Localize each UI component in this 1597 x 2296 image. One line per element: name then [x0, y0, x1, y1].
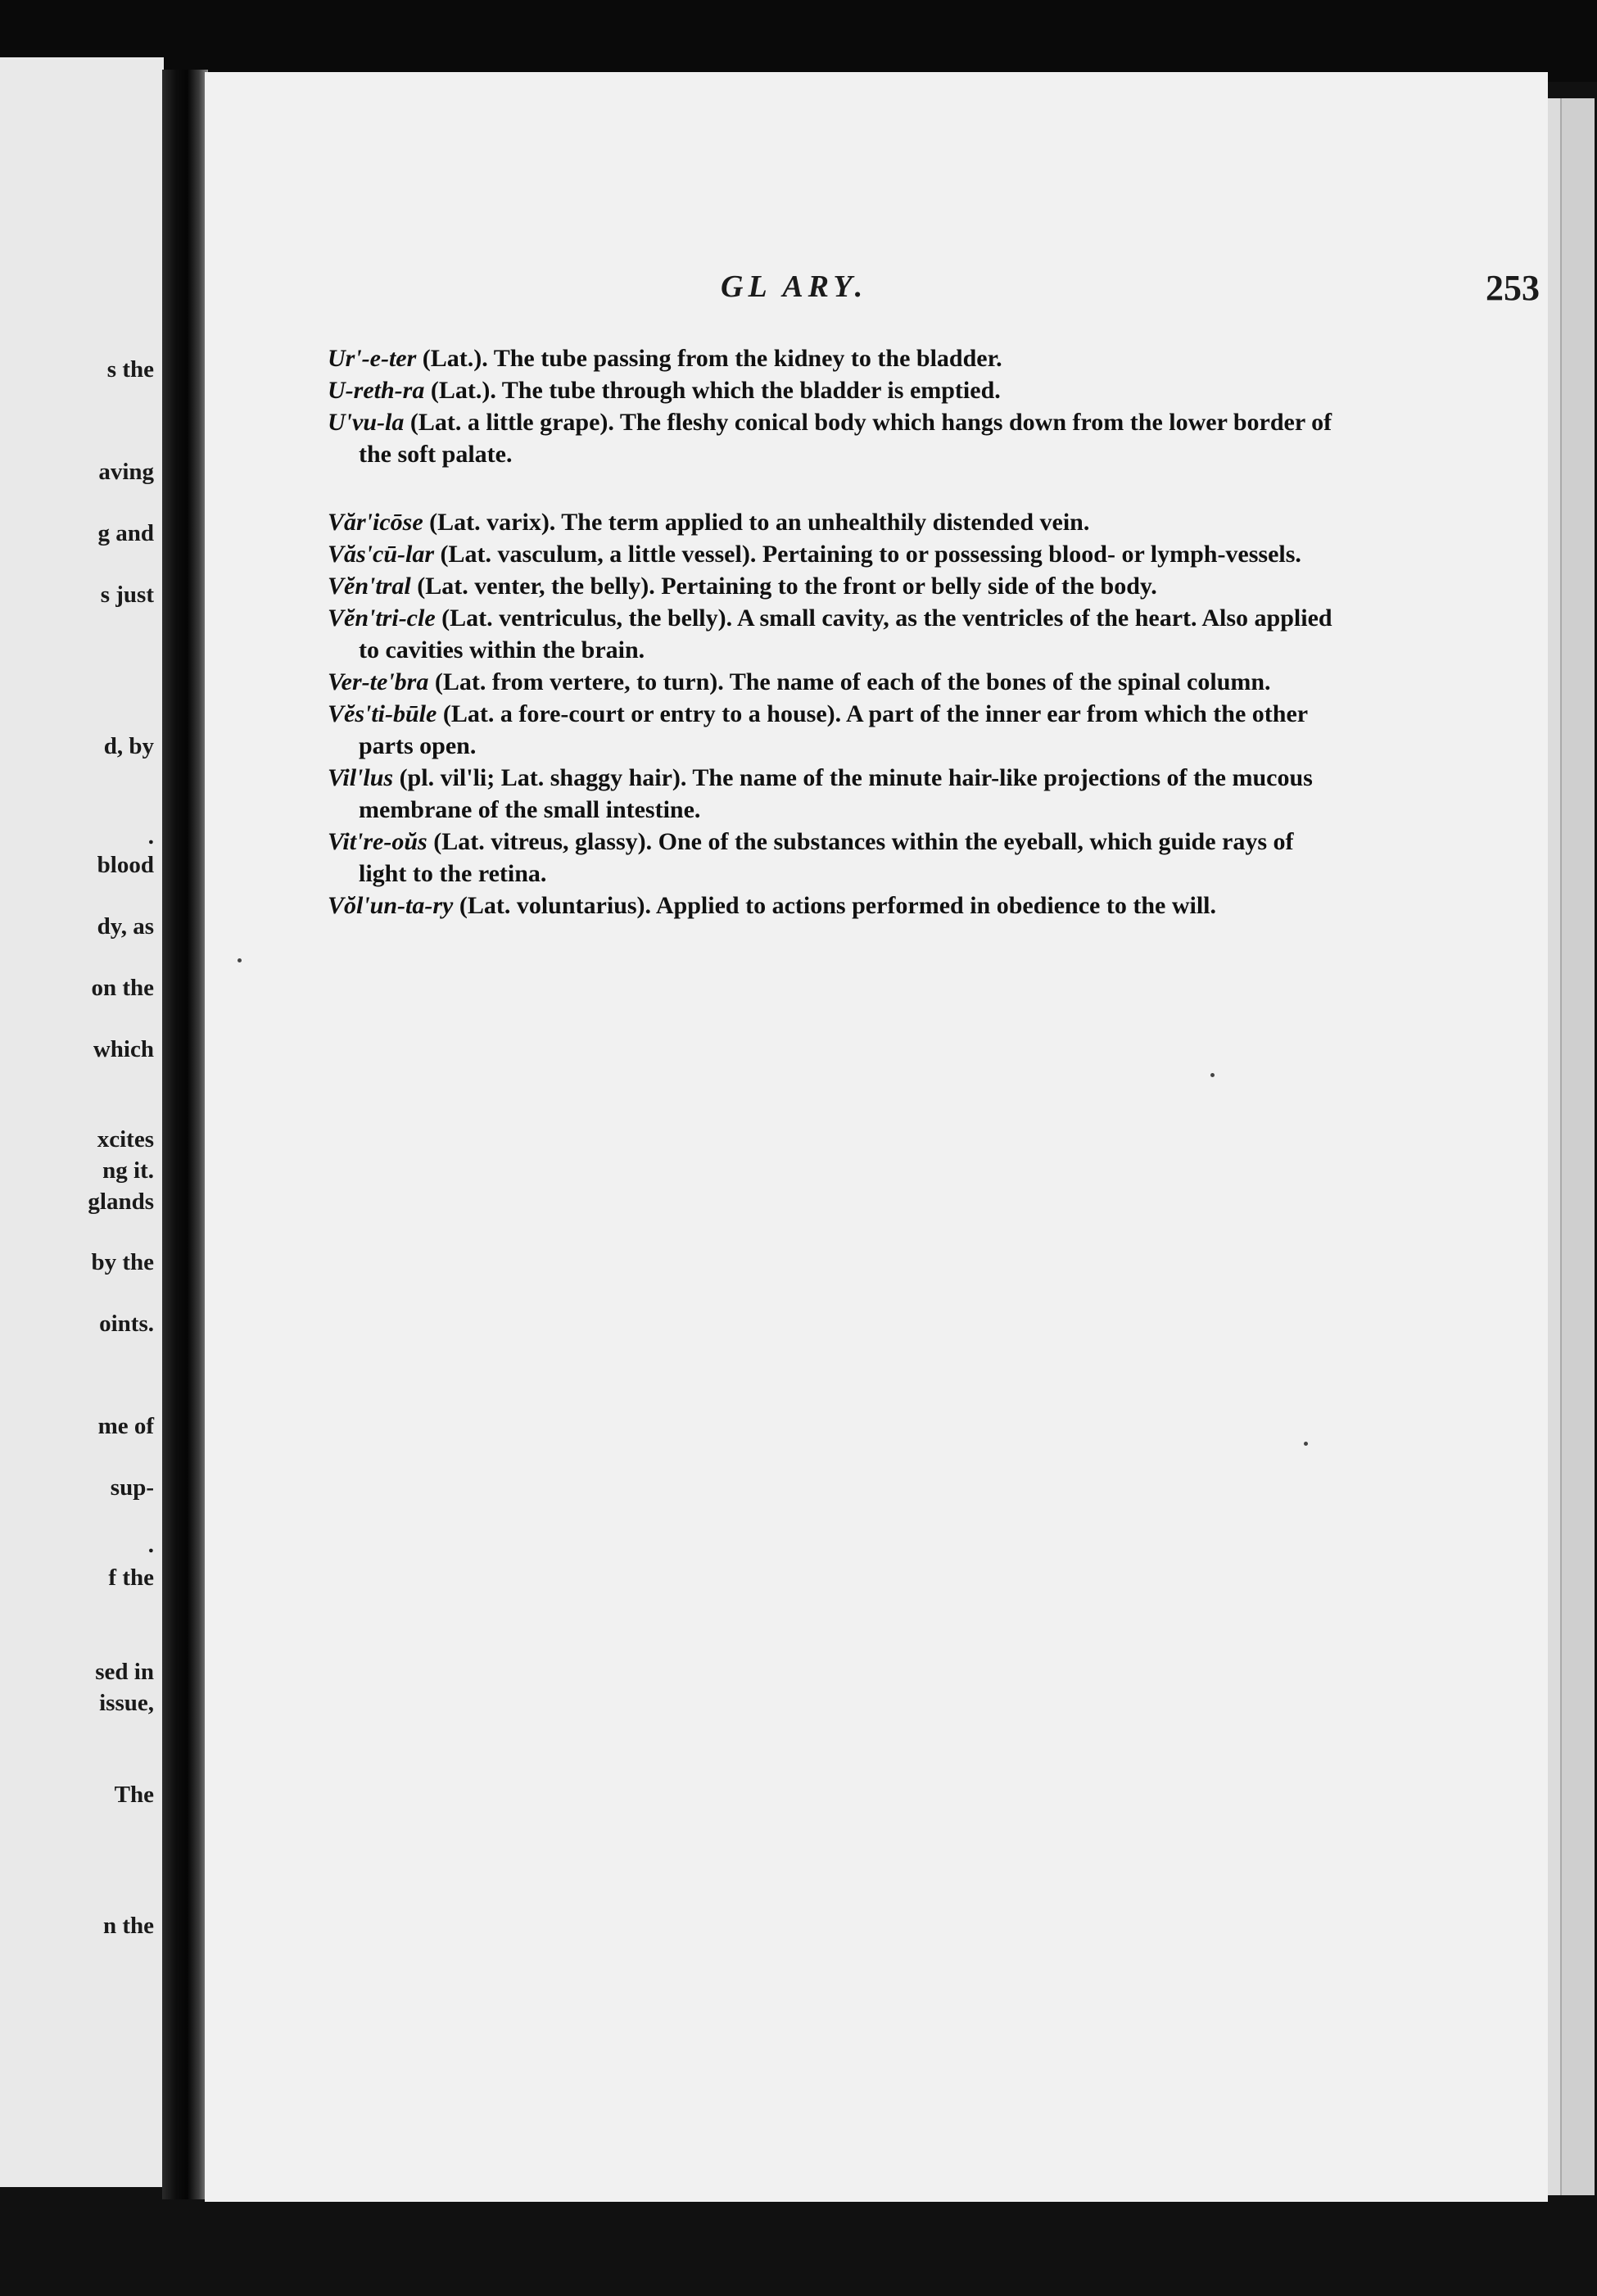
left-page-line: blood: [97, 852, 154, 878]
left-page-line: by the: [91, 1249, 154, 1275]
left-page-line: xcites: [97, 1126, 154, 1153]
entry-definition: (pl. vil'li; Lat. shaggy hair). The name of the minute hair-like projections of the mucous membrane of the small intestine.: [359, 764, 1313, 823]
speck: [1210, 1073, 1215, 1077]
left-page-line: oints.: [99, 1311, 154, 1337]
left-page-line: The: [114, 1782, 154, 1808]
left-page-line: sed in: [95, 1659, 154, 1685]
glossary-entry: [328, 762, 1343, 826]
left-page-line: n the: [102, 1913, 154, 1939]
entry-headword: Văs'cū-lar: [328, 541, 435, 568]
glossary-entry: [328, 538, 1343, 570]
left-page-line: on the: [91, 975, 154, 1001]
glossary-entries: [328, 342, 1343, 922]
entry-definition: (Lat. varix). The term applied to an unhealthily distended vein.: [423, 509, 1090, 536]
speck: [238, 958, 242, 962]
entry-definition: (Lat.). The tube passing from the kidney to the bladder.: [416, 345, 1002, 372]
glossary-entry: [328, 698, 1343, 762]
entry-headword: Vŏl'un-ta-ry: [328, 892, 454, 919]
left-page-line: .: [147, 1532, 154, 1558]
entry-definition: (Lat.). The tube through which the bladder is emptied.: [424, 377, 1001, 404]
glossary-entry: [328, 602, 1343, 666]
entry-definition: (Lat. a little grape). The fleshy conical body which hangs down from the lower border of the soft palate.: [359, 409, 1332, 468]
facing-page-left: [0, 57, 164, 2187]
glossary-entry: [328, 890, 1343, 922]
entry-definition: (Lat. a fore-court or entry to a house). A part of the inner ear from which the other parts open.: [359, 700, 1308, 759]
entry-headword: Vil'lus: [328, 764, 394, 791]
entry-headword: Vĕs'ti-būle: [328, 700, 437, 727]
left-page-line: ng it.: [102, 1157, 154, 1184]
entry-definition: (Lat. vitreus, glassy). One of the substances within the eyeball, which guide rays of light to the retina.: [359, 828, 1294, 887]
entry-headword: Ver-te'bra: [328, 668, 429, 695]
glossary-entry: [328, 570, 1343, 602]
page-stack-edge: [1560, 98, 1595, 2195]
entry-definition: (Lat. voluntarius). Applied to actions performed in obedience to the will.: [453, 892, 1217, 919]
running-head: GL ARY.: [721, 269, 868, 304]
glossary-entry: [328, 406, 1343, 470]
glossary-page: [205, 72, 1548, 2202]
entry-headword: Vĕn'tri-cle: [328, 605, 436, 632]
left-page-line: sup-: [110, 1474, 154, 1501]
glossary-entry: [328, 342, 1343, 374]
left-page-line: dy, as: [97, 913, 154, 940]
entry-headword: Vit're-oŭs: [328, 828, 428, 855]
entry-headword: Văr'icōse: [328, 509, 423, 536]
glossary-entry: [328, 374, 1343, 406]
glossary-entry: [328, 506, 1343, 538]
glossary-entry: [328, 666, 1343, 698]
left-page-line: which: [93, 1036, 154, 1062]
left-page-line: d, by: [103, 733, 154, 759]
left-page-line: glands: [88, 1189, 154, 1215]
speck: [1304, 1442, 1308, 1446]
entry-headword: U-reth-ra: [328, 377, 425, 404]
left-page-line: aving: [98, 459, 154, 485]
entry-headword: Ur'-e-ter: [328, 345, 417, 372]
entry-headword: U'vu-la: [328, 409, 405, 436]
left-page-line: s the: [106, 356, 154, 383]
entry-definition: (Lat. venter, the belly). Pertaining to the front or belly side of the body.: [410, 573, 1157, 600]
left-page-line: me of: [97, 1413, 154, 1439]
entry-definition: (Lat. vasculum, a little vessel). Pertaining to or possessing blood- or lymph-vessels.: [434, 541, 1301, 568]
page-number: 253: [1486, 268, 1540, 308]
entry-headword: Vĕn'tral: [328, 573, 411, 600]
book-gutter: [162, 70, 208, 2199]
left-page-line: issue,: [99, 1690, 154, 1716]
entry-definition: (Lat. from vertere, to turn). The name of each of the bones of the spinal column.: [428, 668, 1271, 695]
left-page-line: s just: [100, 582, 154, 608]
glossary-entry: [328, 826, 1343, 890]
left-page-line: f the: [108, 1565, 154, 1591]
scan-background: [0, 0, 1597, 82]
left-page-line: .: [147, 823, 154, 849]
left-page-line: g and: [97, 520, 154, 546]
entry-definition: (Lat. ventriculus, the belly). A small cavity, as the ventricles of the heart. Also applied to cavities within the brain.: [359, 605, 1332, 663]
